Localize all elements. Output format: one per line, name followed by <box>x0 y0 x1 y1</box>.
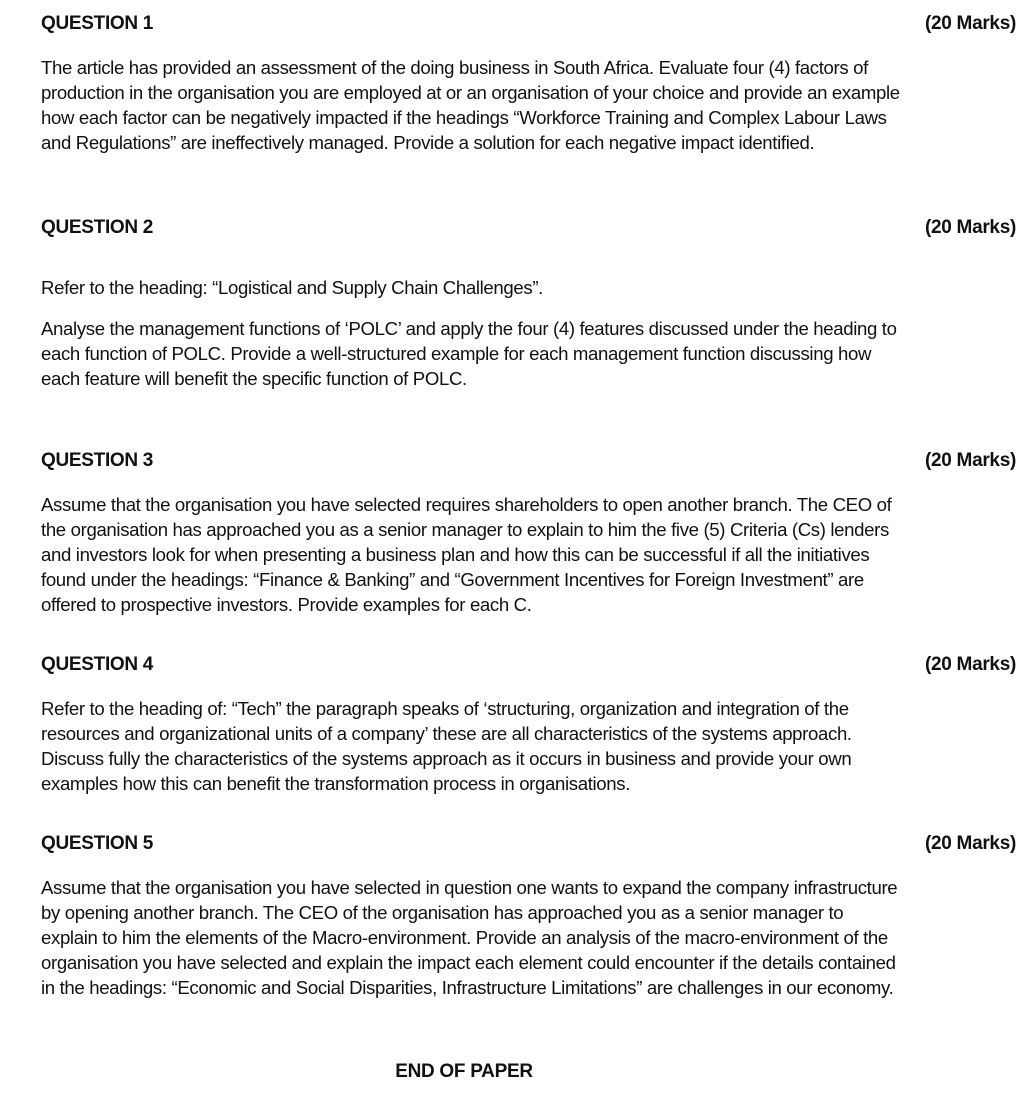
question-4-text: Refer to the heading of: “Tech” the paragraph speaks of ‘structuring, organization and integration of the resources and organizational units of a company’ these are all characteristics of the systems approach. Discuss fully the characteristics of the systems approach as it occurs in business and provide your own examples how this can benefit the transformation process in organisations. <box>41 698 852 794</box>
question-2-intro: Refer to the heading: “Logistical and Supply Chain Challenges”. <box>41 277 543 298</box>
question-4-title: QUESTION 4 <box>41 654 154 675</box>
question-5-title: QUESTION 5 <box>41 833 154 854</box>
question-1-marks: (20 Marks) <box>925 13 1016 34</box>
question-3-title: QUESTION 3 <box>41 450 154 471</box>
question-3-marks: (20 Marks) <box>925 450 1016 471</box>
end-of-paper: END OF PAPER <box>395 1061 533 1082</box>
question-2-marks: (20 Marks) <box>925 217 1016 238</box>
question-2-text: Analyse the management functions of ‘POLC’ and apply the four (4) features discussed under the heading to each function of POLC. Provide a well-structured example for each management function discussing how each feature will benefit the specific function of POLC. <box>41 318 897 389</box>
question-1-text: The article has provided an assessment of the doing business in South Africa. Evaluate four (4) factors of production in the organisation you are employed at or an organisation of your choice and provide an example how each factor can be negatively impacted if the headings “Workforce Training and Complex Labour Laws and Regulations” are ineffectively managed. Provide a solution for each negative impact identified. <box>41 57 900 153</box>
question-5-text: Assume that the organisation you have selected in question one wants to expand the company infrastructure by opening another branch. The CEO of the organisation has approached you as a senior manager to explain to him the elements of the Macro-environment. Provide an analysis of the macro-environment of the organisation you have selected and explain the impact each element could encounter if the details contained in the headings: “Economic and Social Disparities, Infrastructure Limitations” are challenges in our economy. <box>41 877 898 998</box>
question-3-text: Assume that the organisation you have selected requires shareholders to open another branch. The CEO of the organisation has approached you as a senior manager to explain to him the five (5) Criteria (Cs) lenders and investors look for when presenting a business plan and how this can be successful if all the initiatives found under the headings: “Finance & Banking” and “Government Incentives for Foreign Investment” are offered to prospective investors. Provide examples for each C. <box>41 494 892 615</box>
question-4-marks: (20 Marks) <box>925 654 1016 675</box>
question-5-marks: (20 Marks) <box>925 833 1016 854</box>
question-1-title: QUESTION 1 <box>41 13 154 34</box>
question-2-title: QUESTION 2 <box>41 217 154 238</box>
